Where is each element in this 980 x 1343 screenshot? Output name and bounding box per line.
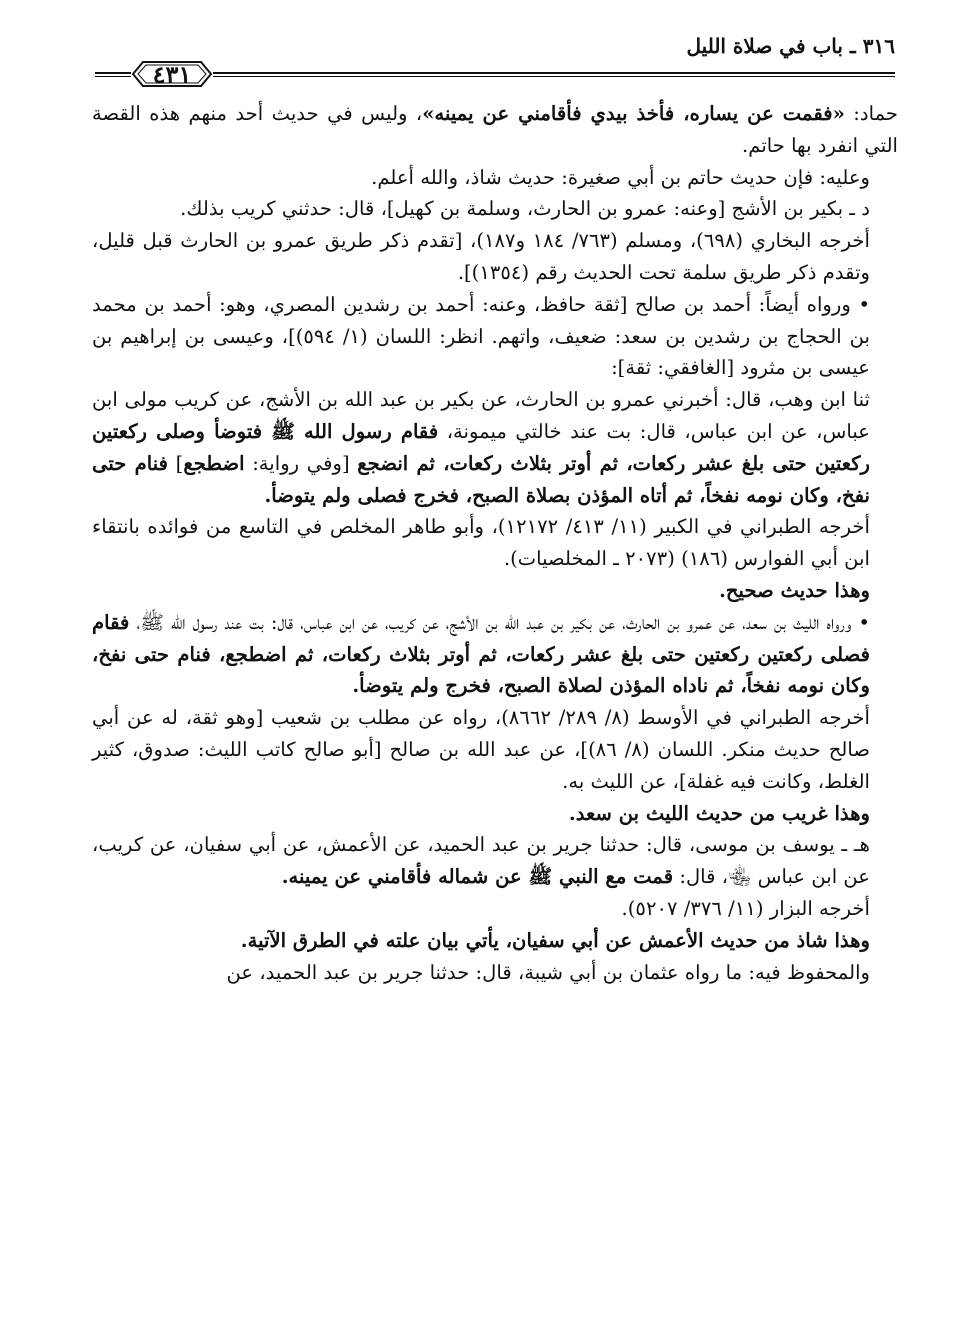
bold-text-run: وهذا حديث صحيح. [719,578,870,602]
bold-text-run: اضطجع [183,451,245,475]
page-number: ٤٣١ [152,59,192,89]
paragraph-p15 [92,957,898,989]
text-run: [وفي رواية: [244,451,358,475]
text-run: حماد: [844,102,899,125]
document-body [92,98,898,988]
text-run: ، وليس في حديث أحد منهم هذه القصة التي انفرد بها حاتم. [92,102,898,157]
text-run: أخرجه الطبراني في الكبير (١١/ ٤١٣/ ١٢١٧٢)، وأبو طاهر المخلص في التاسع من فوائده بانتقاء ابن أبي الفوارس (١٨٦) (٢٠٧٣ ـ المخلصيات). [92,515,870,571]
text-run: أخرجه البزار (١١/ ٣٧٦/ ٥٢٠٧). [621,896,870,920]
bold-text-run: «فقمت عن يساره، فأخذ بيدي فأقامني عن يمينه» [422,102,845,125]
chapter-title: ٣١٦ ـ باب في صلاة الليل [686,34,895,58]
text-run: أخرجه الطبراني في الأوسط (٨/ ٢٨٩/ ٨٦٦٢)، رواه عن مطلب بن شعيب [وهو ثقة، له عن أبي صالح حديث منكر. اللسان (٨/ ٨٦)]، عن عبد الله بن صالح [أبو صالح كاتب الليث: صدوق، كثير الغلط، وكانت فيه غفلة]، عن الليث به. [92,706,870,793]
bold-text-run: فنام حتى نفخ، وكان نومه نفخاً، ثم أتاه المؤذن بصلاة الصبح، فخرج فصلى ولم يتوضأ. [92,451,870,507]
paragraph-p4 [92,225,898,289]
paragraph-p12 [92,829,898,893]
paragraph-p1 [92,98,898,162]
paragraph-p9 [92,607,898,702]
page-number-frame [129,54,215,94]
paragraph-p6 [92,384,898,511]
paragraph-p3 [92,193,898,225]
text-run: وعليه: فإن حديث حاتم بن أبي صغيرة: حديث شاذ، والله أعلم. [371,165,870,189]
bold-text-run: وهذا غريب من حديث الليث بن سعد. [568,801,870,825]
paragraph-p2 [92,162,898,194]
paragraph-p7 [92,511,898,575]
paragraph-p5 [92,289,898,384]
paragraph-p10 [92,702,898,797]
text-run: • ورواه الليث بن سعد، عن عمرو بن الحارث، عن بكير بن عبد الله بن الأشج، عن كريب، عن ابن عباس، قال: بت عند رسول الله ﷺ، [129,610,870,634]
paragraph-p13 [92,893,898,925]
bold-text-run: فقام فصلى ركعتين ركعتين حتى بلغ عشر ركعات، ثم أوتر بثلاث ركعات، ثم اضطجع، فنام حتى نفخ، وكان نومه نفخاً، ثم ناداه المؤذن لصلاة الصبح، فخرج ولم يتوضأ. [92,610,870,698]
text-run: هـ ـ يوسف بن موسى، قال: حدثنا جرير بن عبد الحميد، عن الأعمش، عن أبي سفيان، عن كريب، عن ابن عباس ﵄، قال: [92,833,870,889]
paragraph-p14 [92,925,898,957]
header-rule-left [95,72,131,74]
text-run: ثنا ابن وهب، قال: أخبرني عمرو بن الحارث، عن بكير بن عبد الله بن الأشج، عن كريب مولى ابن عباس، عن ابن عباس، قال: بت عند خالتي ميمونة، [92,388,871,443]
page-header [95,28,895,94]
text-run: أخرجه البخاري (٦٩٨)، ومسلم (٧٦٣/ ١٨٤ و١٨٧)، [تقدم ذكر طريق عمرو بن الحارث قبل قليل، وتقدم ذكر طريق سلمة تحت الحديث رقم (١٣٥٤)]. [92,229,870,284]
header-rule-left-thin [95,76,131,77]
paragraph-p8 [92,575,898,607]
bold-text-run: قمت مع النبي ﷺ عن شماله فأقامني عن يمينه. [281,865,674,889]
header-rule-right-thin [213,76,895,77]
header-rule-right [213,72,895,74]
text-run: • ورواه أيضاً: أحمد بن صالح [ثقة حافظ، وعنه: أحمد بن رشدين المصري، وهو: أحمد بن محمد بن الحجاج بن رشدين بن سعد: ضعيف، واتهم. انظر: اللسان (١/ ٥٩٤)]، وعيسى بن إبراهيم بن عيسى بن مثرود [الغافقي: ثقة]: [92,292,870,380]
text-run: ] [168,451,184,475]
text-run: د ـ بكير بن الأشج [وعنه: عمرو بن الحارث، وسلمة بن كهيل]، قال: حدثني كريب بذلك. [180,197,870,221]
bold-text-run: فقام رسول الله ﷺ فتوضأ وصلى ركعتين ركعتين حتى بلغ عشر ركعات، ثم أوتر بثلاث ركعات، ثم انضجع [92,419,871,475]
paragraph-p11 [92,798,898,830]
bold-text-run: وهذا شاذ من حديث الأعمش عن أبي سفيان، يأتي بيان علته في الطرق الآتية. [240,928,870,952]
text-run: والمحفوظ فيه: ما رواه عثمان بن أبي شيبة، قال: حدثنا جرير بن عبد الحميد، عن [226,960,870,984]
